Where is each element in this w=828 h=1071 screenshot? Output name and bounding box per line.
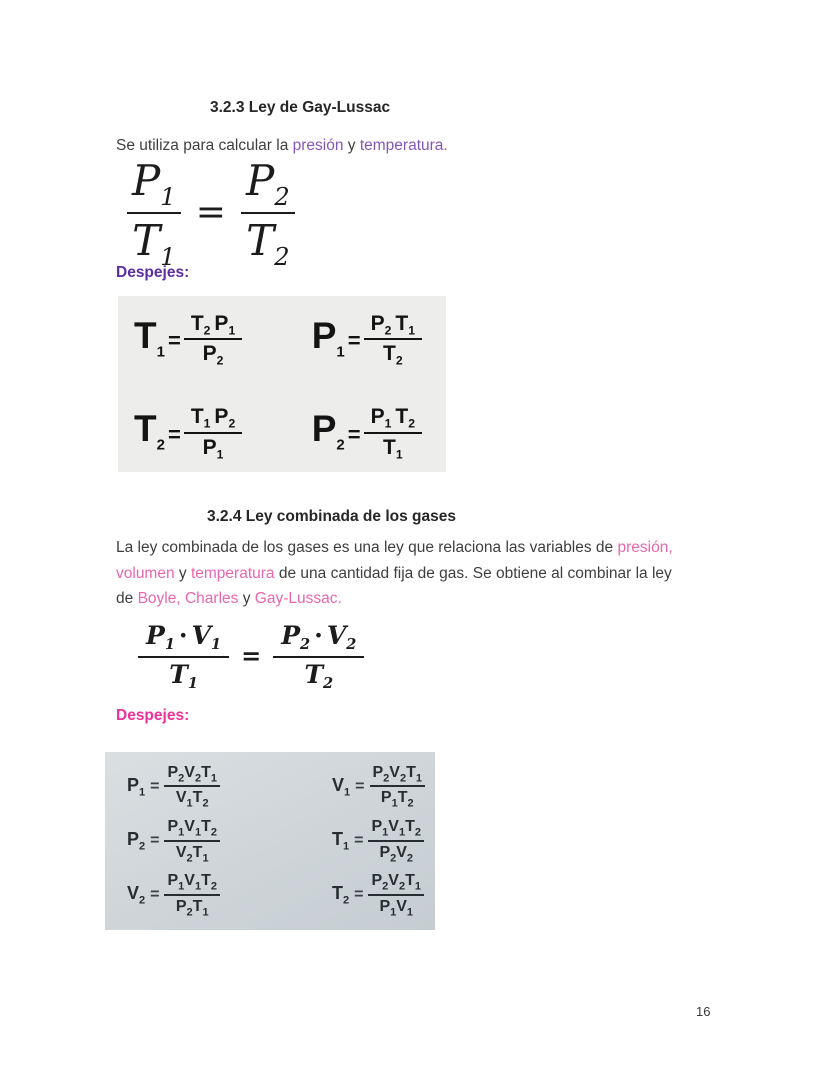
fraction [184, 405, 242, 460]
fraction [364, 405, 422, 460]
text-segment: Boyle, [137, 590, 181, 607]
math-subscript: 2 [343, 894, 350, 907]
math-variable: $T_1$ [405, 872, 421, 893]
math-subscript: 2 [383, 772, 390, 785]
math-variable: $T_1$ [190, 405, 211, 431]
math-subscript: 2 [336, 436, 345, 454]
text-segment: temperatura. [359, 137, 448, 154]
math-subscript: 2 [346, 636, 357, 654]
math-variable: $T_2$ [190, 312, 211, 338]
fraction-numerator [368, 872, 424, 895]
math-subscript: 2 [156, 436, 165, 454]
math-subscript: 2 [210, 826, 217, 839]
math-variable: $T_2$ [332, 882, 350, 907]
math-variable: $P_2$ [370, 312, 392, 338]
math-subscript: 2 [139, 840, 146, 853]
math-subscript: 2 [300, 636, 311, 654]
math-subscript: 1 [390, 906, 397, 918]
math-variable: $V_1$ [332, 774, 351, 799]
math-subscript: 2 [274, 182, 290, 212]
math-subscript: 2 [398, 880, 406, 893]
math-subscript: 1 [210, 772, 217, 785]
math-subscript: 1 [344, 786, 351, 799]
math-variable: $V_1$ [396, 897, 414, 918]
math-subscript: 2 [399, 772, 407, 785]
fraction-numerator [138, 621, 229, 658]
math-subscript: 1 [160, 182, 176, 212]
math-variable: $P_1$ [214, 312, 236, 338]
fraction-numerator [368, 818, 424, 841]
math-subscript: 2 [390, 851, 397, 864]
fraction-denominator [132, 214, 176, 270]
fraction-denominator [169, 658, 198, 692]
page-number: 16 [696, 1004, 711, 1019]
math-subscript: 2 [186, 906, 193, 918]
fraction-numerator [370, 764, 426, 787]
fraction-denominator [379, 896, 413, 918]
math-subscript: 1 [216, 446, 224, 461]
math-subscript: 2 [210, 880, 217, 893]
equals-sign: = [241, 641, 262, 671]
math-variable: $T_2$ [304, 659, 334, 692]
math-variable: $P_2$ [214, 405, 236, 431]
formula-p2-solution [312, 403, 422, 460]
math-variable: $P_1$ [167, 818, 185, 839]
math-variable: $V_1$ [388, 818, 406, 839]
text-segment: Se utiliza para calcular la [116, 137, 293, 154]
formula-t2-solution [332, 872, 425, 918]
math-subscript: 2 [408, 416, 415, 431]
math-subscript: 1 [336, 343, 345, 361]
section-heading-ley-combinada: 3.2.4 Ley combinada de los gases [207, 508, 456, 525]
math-variable: $P_2$ [311, 408, 345, 454]
equals-sign: = [195, 191, 226, 233]
math-variable: $P_2$ [372, 764, 390, 785]
formula-p2-solution [127, 818, 220, 864]
fraction-denominator [304, 658, 333, 692]
math-variable: $P_1$ [380, 789, 398, 810]
text-segment: de una cantidad fija de gas. Se obtiene al combinar la ley [274, 564, 672, 582]
math-subscript: 1 [194, 826, 202, 839]
math-subscript: 2 [323, 674, 334, 692]
math-subscript: 2 [382, 880, 389, 893]
gay-lussac-intro-paragraph [116, 133, 448, 159]
fraction [127, 156, 181, 269]
math-variable: $P_2$ [379, 843, 397, 864]
math-variable: $V_1$ [184, 872, 202, 893]
fraction-numerator [164, 872, 220, 895]
fraction [241, 156, 295, 269]
math-subscript: 1 [160, 241, 176, 271]
fraction [364, 312, 422, 367]
math-subscript: 2 [186, 851, 193, 864]
math-variable: $T_1$ [192, 897, 209, 918]
fraction-denominator [383, 434, 403, 460]
math-variable: $V_2$ [184, 764, 202, 785]
formula-t1-solution [332, 818, 425, 864]
math-subscript: 1 [382, 826, 389, 839]
equals-sign: = [354, 886, 364, 904]
math-variable: $V_1$ [175, 789, 193, 810]
formula-t1-solution [134, 310, 242, 367]
math-variable: $V_2$ [175, 843, 193, 864]
formula-p1-solution [312, 310, 422, 367]
math-variable: $P_2$ [175, 897, 193, 918]
math-subscript: 1 [194, 880, 202, 893]
math-variable: $T_2$ [405, 818, 421, 839]
equals-sign: = [150, 832, 160, 849]
math-variable: $P_1$ [379, 897, 397, 918]
equals-sign: = [347, 328, 361, 354]
math-variable: $T_2$ [201, 872, 217, 893]
multiplication-dot: · [178, 621, 188, 650]
math-variable: $P_1$ [311, 315, 345, 361]
math-subscript: 2 [202, 797, 209, 810]
fraction-numerator [164, 764, 220, 787]
section-heading-gay-lussac: 3.2.3 Ley de Gay-Lussac [210, 99, 391, 116]
despejes-label-gay: Despejes: [116, 264, 190, 281]
formula-p1-solution [127, 764, 220, 810]
equals-sign: = [354, 832, 364, 849]
text-segment: volumen [116, 564, 175, 582]
equals-sign: = [355, 777, 365, 795]
fraction-numerator [164, 818, 220, 841]
math-variable: $P_2$ [371, 872, 389, 893]
math-variable: $V_2$ [326, 621, 357, 654]
fraction-denominator [176, 842, 209, 864]
math-variable: $T_1$ [395, 312, 415, 338]
math-subscript: 1 [408, 323, 415, 338]
math-subscript: 2 [203, 323, 211, 338]
math-subscript: 1 [343, 840, 350, 853]
math-variable: $P_1$ [132, 156, 176, 212]
fraction [370, 764, 426, 810]
math-subscript: 1 [186, 797, 193, 810]
math-variable: $V_2$ [127, 882, 146, 907]
fraction-denominator [176, 896, 209, 918]
math-variable: $T_1$ [192, 843, 209, 864]
math-variable: $T_1$ [332, 828, 350, 853]
math-subscript: 2 [178, 772, 185, 785]
math-variable: $T_2$ [397, 789, 414, 810]
math-subscript: 1 [202, 906, 209, 918]
equals-sign: = [167, 328, 181, 354]
fraction [164, 872, 220, 918]
fraction [184, 312, 242, 367]
fraction [164, 764, 220, 810]
math-variable: $V_1$ [184, 818, 202, 839]
math-subscript: 1 [178, 826, 185, 839]
formula-t2-solution [134, 403, 242, 460]
math-variable: $T_1$ [134, 315, 165, 361]
ley-combinada-intro-paragraph [116, 535, 673, 612]
text-segment: temperatura [190, 564, 275, 582]
equals-sign: = [150, 886, 160, 904]
math-subscript: 2 [406, 851, 414, 864]
math-subscript: 1 [211, 636, 222, 654]
math-subscript: 1 [395, 446, 403, 461]
math-variable: $T_2$ [246, 215, 290, 271]
gay-lussac-main-formula [127, 156, 295, 269]
math-subscript: 2 [228, 416, 236, 431]
math-subscript: 2 [414, 826, 421, 839]
fraction-denominator [176, 787, 209, 809]
math-subscript: 1 [187, 674, 198, 692]
math-subscript: 1 [202, 851, 209, 864]
text-segment: y [238, 590, 255, 607]
text-segment: de [116, 590, 138, 607]
text-segment: presión [292, 137, 344, 154]
fraction-numerator [127, 156, 181, 214]
math-subscript: 1 [415, 772, 422, 785]
text-segment: y [343, 137, 360, 154]
math-variable: $P_1$ [370, 405, 392, 431]
fraction-denominator [203, 340, 224, 366]
text-segment: y [174, 564, 191, 582]
fraction-numerator [184, 312, 242, 340]
fraction-numerator [364, 405, 422, 433]
fraction [164, 818, 220, 864]
text-segment: La ley combinada de los gases es una ley que relaciona las variables de [116, 539, 618, 556]
math-subscript: 2 [384, 323, 392, 338]
math-variable: $P_1$ [146, 621, 175, 654]
math-subscript: 1 [391, 797, 398, 810]
math-subscript: 1 [406, 906, 414, 918]
math-subscript: 2 [395, 353, 403, 368]
math-subscript: 2 [407, 797, 414, 810]
math-variable: $T_1$ [382, 435, 403, 461]
equals-sign: = [167, 421, 181, 447]
math-subscript: 1 [164, 636, 175, 654]
math-variable: $P_1$ [202, 435, 224, 461]
math-subscript: 2 [216, 353, 224, 368]
math-variable: $P_2$ [127, 828, 146, 853]
math-variable: $P_2$ [245, 156, 290, 212]
text-segment: presión, [617, 539, 673, 556]
text-segment: Charles [184, 590, 239, 607]
gay-lussac-despejes-image [118, 296, 446, 472]
math-variable: $T_1$ [132, 215, 176, 271]
math-variable: $P_1$ [371, 818, 389, 839]
math-variable: $T_2$ [201, 818, 217, 839]
math-variable: $T_1$ [169, 659, 198, 692]
math-subscript: 2 [139, 894, 146, 907]
fraction-numerator [184, 405, 242, 433]
math-subscript: 1 [203, 416, 211, 431]
math-variable: $P_1$ [167, 872, 185, 893]
fraction-denominator [379, 842, 413, 864]
math-variable: $T_2$ [382, 342, 403, 368]
fraction-denominator [383, 340, 403, 366]
math-subscript: 1 [178, 880, 185, 893]
math-variable: $T_2$ [134, 408, 165, 454]
math-subscript: 1 [156, 343, 165, 361]
math-variable: $V_1$ [191, 621, 222, 654]
math-subscript: 1 [414, 880, 421, 893]
text-segment: Gay-Lussac. [254, 590, 342, 607]
math-subscript: 1 [398, 826, 406, 839]
fraction-denominator [203, 434, 224, 460]
math-variable: $P_1$ [127, 774, 146, 799]
math-subscript: 2 [194, 772, 202, 785]
ley-combinada-despejes-image [105, 752, 435, 930]
math-variable: $V_2$ [388, 872, 406, 893]
math-subscript: 1 [384, 416, 392, 431]
fraction-denominator [246, 214, 290, 270]
equals-sign: = [347, 421, 361, 447]
formula-v1-solution [332, 764, 425, 810]
math-variable: $P_2$ [281, 621, 311, 654]
math-variable: $V_2$ [396, 843, 414, 864]
math-subscript: 1 [228, 323, 236, 338]
math-variable: $V_2$ [389, 764, 407, 785]
math-variable: $P_2$ [167, 764, 185, 785]
math-variable: $T_1$ [406, 764, 422, 785]
math-variable: $T_2$ [395, 405, 415, 431]
fraction [368, 872, 424, 918]
fraction-denominator [381, 787, 414, 809]
math-variable: $T_2$ [192, 789, 209, 810]
math-variable: $T_1$ [201, 764, 217, 785]
fraction-numerator [241, 156, 295, 214]
multiplication-dot: · [314, 621, 323, 650]
fraction [368, 818, 424, 864]
fraction-numerator [273, 621, 364, 658]
math-subscript: 1 [139, 786, 146, 799]
formula-v2-solution [127, 872, 220, 918]
fraction [138, 621, 229, 691]
fraction [273, 621, 364, 691]
ley-combinada-main-formula [138, 621, 364, 691]
equals-sign: = [150, 777, 160, 795]
math-variable: $P_2$ [202, 342, 224, 368]
fraction-numerator [364, 312, 422, 340]
despejes-label-combinada: Despejes: [116, 707, 190, 724]
math-subscript: 2 [274, 241, 290, 271]
